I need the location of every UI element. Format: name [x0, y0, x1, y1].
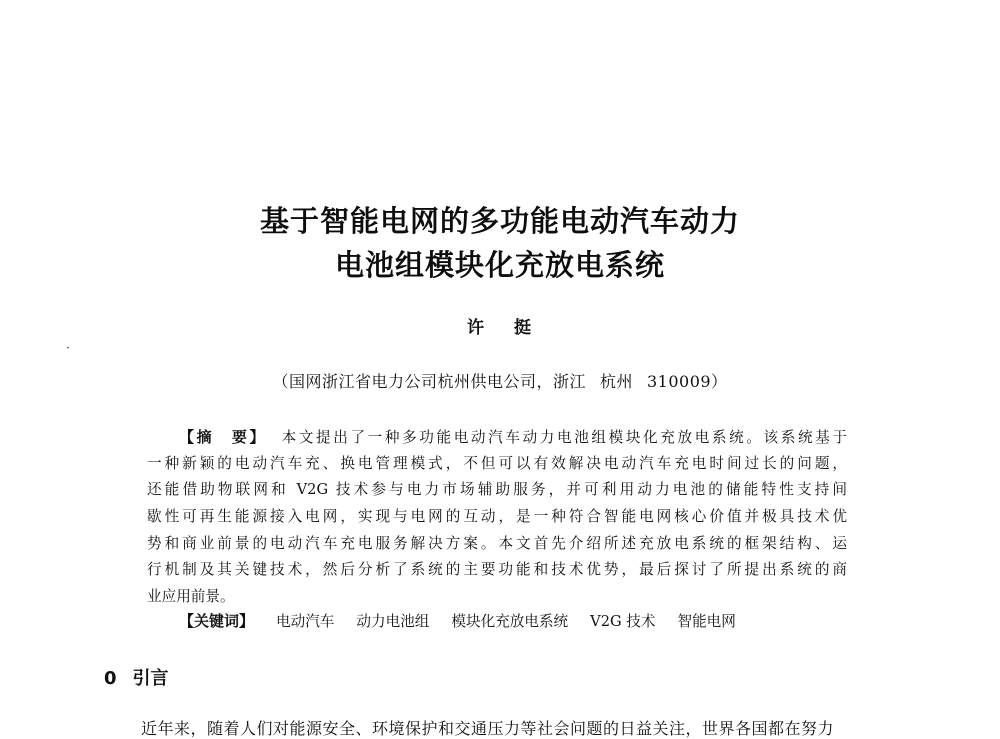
section-number: 0: [104, 668, 117, 689]
affiliation-org: （国网浙江省电力公司杭州供电公司，浙江: [272, 372, 586, 391]
abstract-line: 一种新颖的电动汽车充、换电管理模式，不但可以有效解决电动汽车充电时间过长的问题，: [147, 454, 847, 472]
keyword: 电动汽车: [276, 613, 335, 630]
keyword: 智能电网: [677, 613, 736, 630]
abstract-label: 【摘 要】: [179, 428, 268, 446]
keyword: 动力电池组: [356, 613, 430, 630]
keywords-label: 【关键词】: [179, 612, 255, 630]
author-name: [0, 313, 1000, 338]
affiliation-city: 杭州: [599, 372, 633, 391]
author-affiliation: [0, 369, 1000, 392]
author-name-part: 许: [467, 318, 487, 338]
abstract-text: 本文提出了一种多功能电动汽车动力电池组模块化充放电系统。该系统基于: [281, 429, 847, 446]
stray-mark: ·: [66, 341, 70, 355]
abstract-line: 还能借助物联网和 V2G 技术参与电力市场辅助服务，并可利用动力电池的储能特性支持间: [147, 481, 847, 499]
affiliation-postcode: 310009）: [646, 372, 728, 391]
keyword: 模块化充放电系统: [451, 613, 569, 630]
abstract-line: 业应用前景。: [147, 588, 235, 606]
abstract-line: [147, 424, 847, 451]
abstract: [147, 424, 847, 611]
keywords: [179, 610, 736, 631]
author-name-part: 挺: [513, 318, 533, 338]
keyword: V2G 技术: [590, 613, 656, 630]
body-paragraph: 近年来，随着人们对能源安全、环境保护和交通压力等社会问题的日益关注，世界各国都在努力: [141, 719, 835, 738]
abstract-line: 歇性可再生能源接入电网，实现与电网的互动，是一种符合智能电网核心价值并极具技术优: [147, 508, 847, 526]
paper-title-line-2: 电池组模块化充放电系统: [334, 248, 665, 282]
section-title: 引言: [132, 668, 169, 689]
abstract-line: 势和商业前景的电动汽车充电服务解决方案。本文首先介绍所述充放电系统的框架结构、运: [147, 534, 847, 552]
paper-title-line-1: 基于智能电网的多功能电动汽车动力: [259, 204, 740, 238]
section-heading: [104, 664, 169, 690]
abstract-line: 行机制及其关键技术，然后分析了系统的主要功能和技术优势，最后探讨了所提出系统的商: [147, 561, 847, 579]
